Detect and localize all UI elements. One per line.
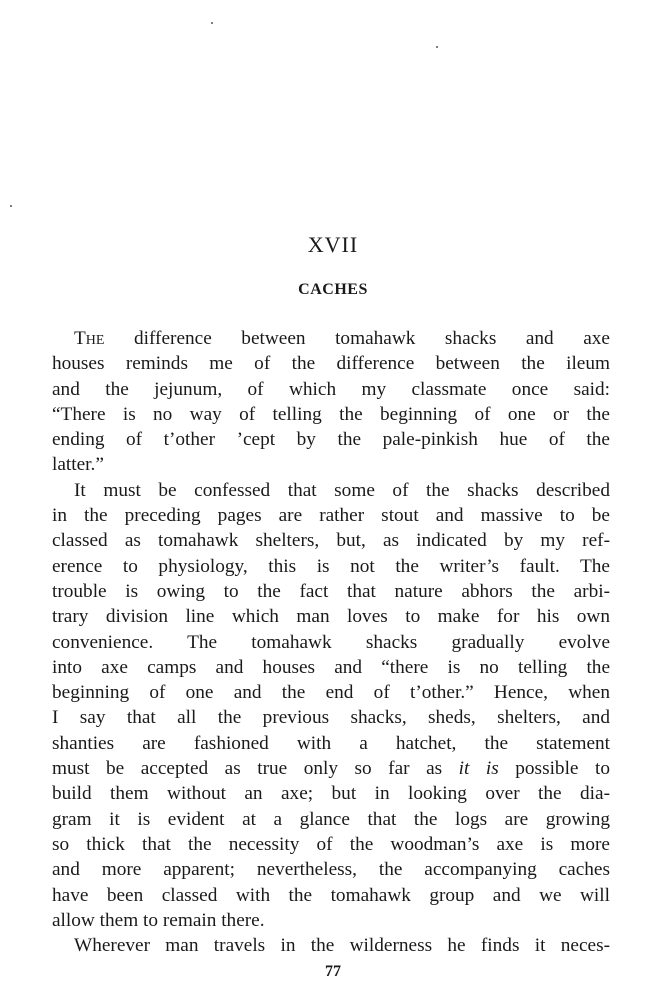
lead-word: The	[74, 328, 105, 349]
text-line: so thick that the necessity of the woodman’s axe is more	[52, 833, 610, 855]
text-line: ending of t’other ’cept by the pale-pinkish hue of the	[52, 429, 610, 451]
text-line: I say that all the previous shacks, sheds, shelters, and	[52, 707, 610, 729]
emphasis: it is	[458, 758, 499, 780]
text-line: gram it is evident at a glance that the logs are growing	[52, 808, 610, 830]
text-line: beginning of one and the end of t’other.” Hence, when	[52, 682, 610, 704]
text-line: “There is no way of telling the beginning of one or the	[52, 403, 610, 425]
text-line: in the preceding pages are rather stout and massive to be	[52, 505, 610, 527]
print-speck	[211, 22, 213, 24]
text-line: have been classed with the tomahawk group and we will	[52, 884, 610, 906]
paragraph	[52, 933, 610, 958]
page-number: 77	[325, 963, 341, 980]
text-line: classed as tomahawk shelters, but, as indicated by my ref-	[52, 530, 610, 552]
text-line: shanties are fashioned with a hatchet, the statement	[52, 732, 610, 754]
text-line: allow them to remain there.	[52, 909, 265, 931]
text-line: erence to physiology, this is not the writer’s fault. The	[52, 555, 610, 577]
text-line: convenience. The tomahawk shacks gradually evolve	[52, 631, 610, 653]
text-line: into axe camps and houses and “there is no telling the	[52, 656, 610, 678]
text-line: latter.”	[52, 454, 104, 476]
text-line: Wherever man travels in the wilderness he finds it neces-	[74, 935, 610, 957]
print-speck	[436, 46, 438, 48]
text-line: trouble is owing to the fact that nature abhors the arbi-	[52, 580, 610, 602]
text-line: build them without an axe; but in looking over the dia-	[52, 783, 610, 805]
print-speck	[10, 205, 12, 207]
chapter-number: XVII	[307, 232, 359, 257]
text-line: and more apparent; nevertheless, the accompanying caches	[52, 859, 610, 881]
text-line: trary division line which man loves to make for his own	[52, 606, 610, 628]
paragraph	[52, 326, 610, 478]
text-line: houses reminds me of the difference between the ileum	[52, 353, 610, 375]
paragraph	[52, 478, 610, 933]
text-line: must be accepted as true only so far as it is possible to	[52, 758, 610, 780]
chapter-title: CACHES	[298, 281, 368, 298]
body-text	[52, 326, 610, 958]
text-line: The difference between tomahawk shacks and axe	[74, 328, 610, 349]
text-line: and the jejunum, of which my classmate once said:	[52, 378, 610, 400]
text-line: It must be confessed that some of the shacks described	[74, 479, 610, 501]
